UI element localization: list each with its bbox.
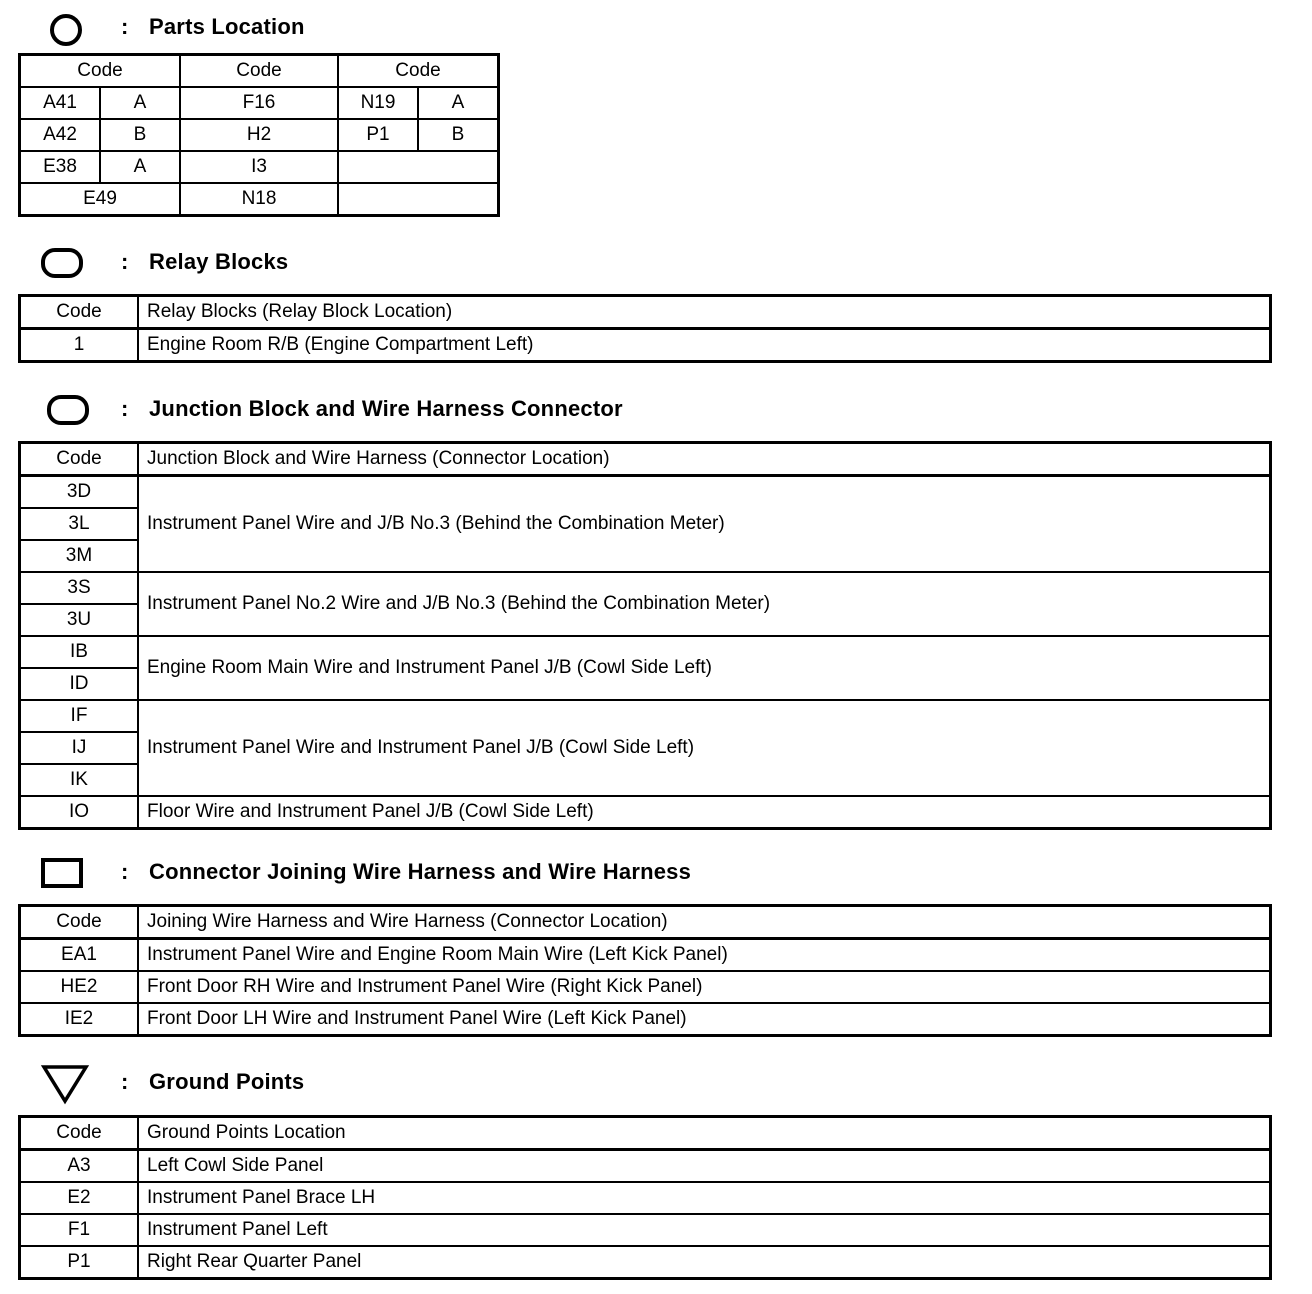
triangle-down-icon (40, 1063, 90, 1105)
code-cell: F1 (20, 1214, 139, 1246)
location-header: Junction Block and Wire Harness (Connector Location) (138, 443, 1271, 476)
code-cell: A3 (20, 1150, 139, 1183)
relay-blocks-heading (0, 243, 1300, 283)
table-row (20, 296, 1271, 329)
location-cell: Instrument Panel Wire and Engine Room Main Wire (Left Kick Panel) (138, 939, 1271, 972)
location-header: Ground Points Location (138, 1117, 1271, 1150)
table-row (20, 796, 1271, 829)
table-row (20, 87, 499, 119)
table-row (20, 700, 1271, 732)
variant-cell: B (100, 119, 180, 151)
table-row (20, 1150, 1271, 1183)
code-header: Code (338, 55, 499, 88)
code-cell: F16 (180, 87, 338, 119)
circle-icon (48, 12, 84, 48)
code-cell: N19 (338, 87, 418, 119)
code-cell: 3L (20, 508, 139, 540)
junction-block-colon: : (121, 396, 129, 421)
location-cell: Engine Room Main Wire and Instrument Panel J/B (Cowl Side Left) (138, 636, 1271, 700)
table-row (20, 119, 499, 151)
parts-location-table (18, 53, 500, 217)
location-cell: Engine Room R/B (Engine Compartment Left) (138, 329, 1271, 362)
location-header: Relay Blocks (Relay Block Location) (138, 296, 1271, 329)
code-header: Code (180, 55, 338, 88)
code-cell: E49 (20, 183, 181, 216)
code-cell: IO (20, 796, 139, 829)
location-cell: Left Cowl Side Panel (138, 1150, 1271, 1183)
table-row (20, 636, 1271, 668)
ground-points-table (18, 1115, 1272, 1280)
code-cell: H2 (180, 119, 338, 151)
table-row (20, 1117, 1271, 1150)
code-cell: HE2 (20, 971, 139, 1003)
connector-joining-heading (0, 853, 1300, 893)
code-cell: IK (20, 764, 139, 796)
table-row (20, 1182, 1271, 1214)
code-cell: I3 (180, 151, 338, 183)
code-cell: P1 (20, 1246, 139, 1279)
location-cell: Instrument Panel Left (138, 1214, 1271, 1246)
code-header: Code (20, 55, 181, 88)
location-cell: Instrument Panel Wire and Instrument Panel J/B (Cowl Side Left) (138, 700, 1271, 796)
table-row (20, 971, 1271, 1003)
rounded-rectangle-icon (46, 394, 90, 426)
parts-location-heading (0, 8, 1300, 48)
location-cell: Instrument Panel Wire and J/B No.3 (Behind the Combination Meter) (138, 476, 1271, 573)
ground-points-heading (0, 1063, 1300, 1103)
table-row (20, 329, 1271, 362)
table-row (20, 183, 499, 216)
code-cell: IJ (20, 732, 139, 764)
ground-points-colon: : (121, 1069, 129, 1094)
connector-joining-title: Connector Joining Wire Harness and Wire Harness (149, 859, 692, 884)
table-row (20, 939, 1271, 972)
junction-block-table (18, 441, 1272, 830)
code-cell: IE2 (20, 1003, 139, 1036)
junction-block-heading (0, 390, 1300, 430)
code-cell: 1 (20, 329, 139, 362)
code-cell: E2 (20, 1182, 139, 1214)
empty-cell (338, 183, 499, 216)
code-cell: 3S (20, 572, 139, 604)
table-row (20, 572, 1271, 604)
variant-cell: B (418, 119, 499, 151)
table-row (20, 151, 499, 183)
table-row (20, 443, 1271, 476)
connector-joining-table (18, 904, 1272, 1037)
code-cell: IB (20, 636, 139, 668)
ground-points-title: Ground Points (149, 1069, 305, 1094)
parts-location-title: Parts Location (149, 14, 305, 39)
table-row (20, 1246, 1271, 1279)
location-cell: Instrument Panel No.2 Wire and J/B No.3 (Behind the Combination Meter) (138, 572, 1271, 636)
table-row (20, 476, 1271, 509)
empty-cell (338, 151, 499, 183)
location-cell: Front Door RH Wire and Instrument Panel Wire (Right Kick Panel) (138, 971, 1271, 1003)
code-cell: A41 (20, 87, 101, 119)
location-cell: Right Rear Quarter Panel (138, 1246, 1271, 1279)
location-cell: Instrument Panel Brace LH (138, 1182, 1271, 1214)
code-cell: EA1 (20, 939, 139, 972)
code-cell: ID (20, 668, 139, 700)
code-cell: 3M (20, 540, 139, 572)
code-header: Code (20, 1117, 139, 1150)
relay-blocks-table (18, 294, 1272, 363)
table-row (20, 906, 1271, 939)
relay-blocks-title: Relay Blocks (149, 249, 289, 274)
table-row (20, 55, 499, 88)
location-header: Joining Wire Harness and Wire Harness (Connector Location) (138, 906, 1271, 939)
relay-blocks-colon: : (121, 249, 129, 274)
rounded-rectangle-icon (40, 247, 84, 279)
code-cell: E38 (20, 151, 101, 183)
code-cell: IF (20, 700, 139, 732)
variant-cell: A (418, 87, 499, 119)
code-cell: 3U (20, 604, 139, 636)
code-header: Code (20, 906, 139, 939)
table-row (20, 1003, 1271, 1036)
table-row (20, 1214, 1271, 1246)
rectangle-icon (40, 857, 84, 889)
variant-cell: A (100, 87, 180, 119)
parts-location-colon: : (121, 14, 129, 39)
code-header: Code (20, 296, 139, 329)
code-cell: P1 (338, 119, 418, 151)
code-cell: N18 (180, 183, 338, 216)
location-cell: Front Door LH Wire and Instrument Panel Wire (Left Kick Panel) (138, 1003, 1271, 1036)
code-cell: 3D (20, 476, 139, 509)
code-header: Code (20, 443, 139, 476)
location-cell: Floor Wire and Instrument Panel J/B (Cowl Side Left) (138, 796, 1271, 829)
code-cell: A42 (20, 119, 101, 151)
junction-block-title: Junction Block and Wire Harness Connector (149, 396, 623, 421)
connector-joining-colon: : (121, 859, 129, 884)
variant-cell: A (100, 151, 180, 183)
